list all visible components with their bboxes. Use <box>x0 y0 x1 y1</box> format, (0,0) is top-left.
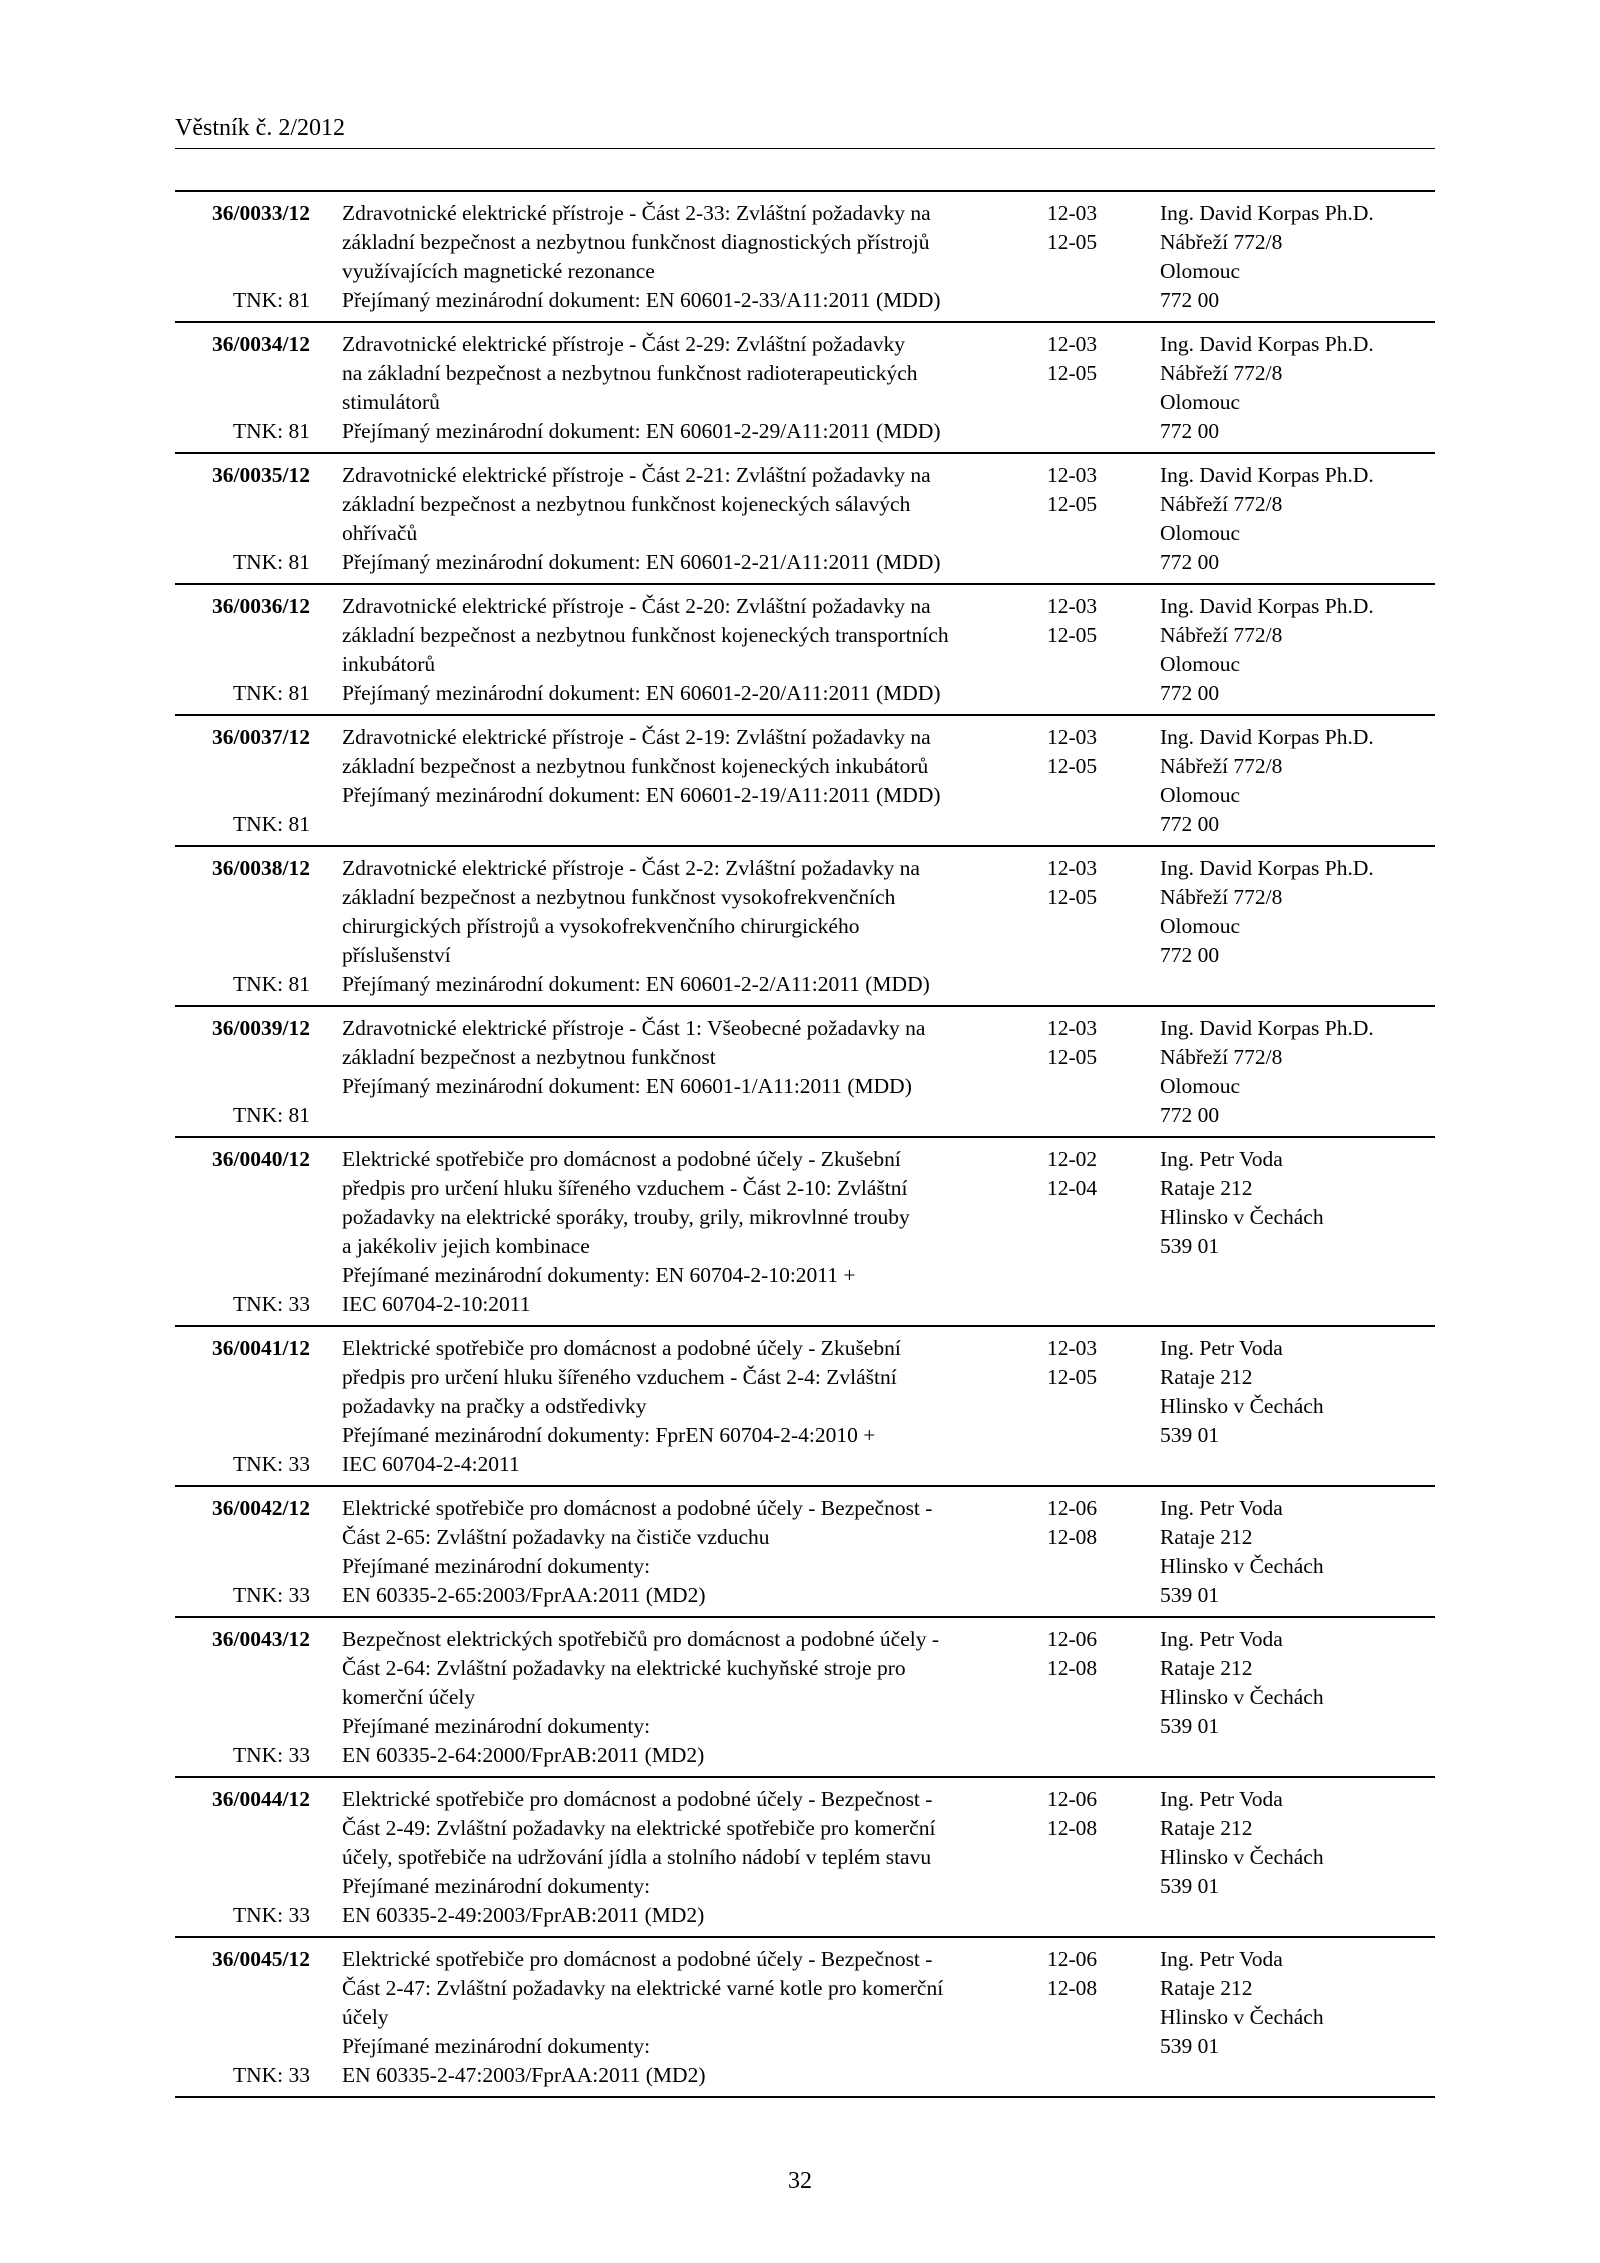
date-value: 12-08 <box>1047 1656 1098 1680</box>
contact-line: Rataje 212 <box>1160 1976 1253 2000</box>
contact-line: Olomouc <box>1160 914 1241 938</box>
contact-cell <box>1147 1945 1435 2090</box>
contact-line: Hlinsko v Čechách <box>1160 1394 1324 1418</box>
contact-line: 539 01 <box>1160 1714 1220 1738</box>
standard-title-cell <box>322 592 1034 708</box>
date-value: 12-05 <box>1047 885 1098 909</box>
contact-cell <box>1147 199 1435 315</box>
title-line: požadavky na pračky a odstředivky <box>342 1394 647 1418</box>
date-value: 12-03 <box>1047 594 1098 618</box>
standard-title-cell <box>322 1625 1034 1770</box>
dates-cell <box>1034 854 1147 999</box>
title-line: komerční účely <box>342 1685 476 1709</box>
contact-line: 772 00 <box>1160 419 1220 443</box>
title-line: Část 2-65: Zvláštní požadavky na čističe vzduchu <box>342 1525 770 1549</box>
contact-line: Hlinsko v Čechách <box>1160 1845 1324 1869</box>
title-line: základní bezpečnost a nezbytnou funkčnost vysokofrekvenčních <box>342 885 896 909</box>
date-value: 12-05 <box>1047 492 1098 516</box>
tnk-label: TNK: 81 <box>232 419 310 443</box>
title-line: základní bezpečnost a nezbytnou funkčnost kojeneckých inkubátorů <box>342 754 929 778</box>
tnk-label: TNK: 81 <box>232 972 310 996</box>
contact-line: Ing. Petr Voda <box>1160 1147 1283 1171</box>
page-number: 32 <box>788 2168 812 2194</box>
tnk-label: TNK: 81 <box>232 812 310 836</box>
contact-cell <box>1147 1625 1435 1770</box>
title-line: na základní bezpečnost a nezbytnou funkčnost radioterapeutických <box>342 361 918 385</box>
title-line: Přejímané mezinárodní dokumenty: <box>342 2034 651 2058</box>
date-value: 12-03 <box>1047 856 1098 880</box>
date-value: 12-08 <box>1047 1816 1098 1840</box>
contact-line: Nábřeží 772/8 <box>1160 754 1283 778</box>
tnk-label: TNK: 33 <box>232 1903 310 1927</box>
title-line: základní bezpečnost a nezbytnou funkčnost diagnostických přístrojů <box>342 230 930 254</box>
standard-title-cell <box>322 1494 1034 1610</box>
row-id-cell <box>175 1625 310 1770</box>
dates-cell <box>1034 330 1147 446</box>
contact-line: Hlinsko v Čechách <box>1160 1554 1324 1578</box>
title-line: Přejímaný mezinárodní dokument: EN 60601-2-2/A11:2011 (MDD) <box>342 972 930 996</box>
standard-number: 36/0033/12 <box>212 201 310 225</box>
contact-line: Ing. Petr Voda <box>1160 1627 1283 1651</box>
title-line: příslušenství <box>342 943 451 967</box>
title-line: základní bezpečnost a nezbytnou funkčnost <box>342 1045 716 1069</box>
standard-title-cell <box>322 1014 1034 1130</box>
title-line: Přejímaný mezinárodní dokument: EN 60601-2-21/A11:2011 (MDD) <box>342 550 941 574</box>
contact-line: Olomouc <box>1160 521 1241 545</box>
dates-cell <box>1034 1785 1147 1930</box>
contact-line: Ing. Petr Voda <box>1160 1947 1283 1971</box>
title-line: Část 2-47: Zvláštní požadavky na elektrické varné kotle pro komerční <box>342 1976 944 2000</box>
dates-cell <box>1034 1494 1147 1610</box>
contact-line: Nábřeží 772/8 <box>1160 361 1283 385</box>
table-row <box>175 1007 1435 1138</box>
title-line: inkubátorů <box>342 652 436 676</box>
contact-cell <box>1147 1014 1435 1130</box>
title-line: Přejímané mezinárodní dokumenty: EN 60704-2-10:2011 + <box>342 1263 856 1287</box>
contact-line: Olomouc <box>1160 652 1241 676</box>
table-row <box>175 323 1435 454</box>
title-line: požadavky na elektrické sporáky, trouby, grily, mikrovlnné trouby <box>342 1205 910 1229</box>
row-id-cell <box>175 1945 310 2090</box>
contact-line: Nábřeží 772/8 <box>1160 230 1283 254</box>
title-line: Přejímaný mezinárodní dokument: EN 60601-1/A11:2011 (MDD) <box>342 1074 912 1098</box>
journal-header <box>175 114 1435 149</box>
standard-number: 36/0037/12 <box>212 725 310 749</box>
date-value: 12-03 <box>1047 463 1098 487</box>
contact-line: Nábřeží 772/8 <box>1160 492 1283 516</box>
row-id-cell <box>175 1145 310 1319</box>
date-value: 12-03 <box>1047 201 1098 225</box>
tnk-label: TNK: 81 <box>232 288 310 312</box>
contact-line: Hlinsko v Čechách <box>1160 1205 1324 1229</box>
contact-cell <box>1147 1785 1435 1930</box>
tnk-label: TNK: 81 <box>232 1103 310 1127</box>
contact-cell <box>1147 1334 1435 1479</box>
title-line: Zdravotnické elektrické přístroje - Část 2-20: Zvláštní požadavky na <box>342 594 931 618</box>
title-line: Přejímané mezinárodní dokumenty: <box>342 1714 651 1738</box>
title-line: Zdravotnické elektrické přístroje - Část 2-19: Zvláštní požadavky na <box>342 725 931 749</box>
title-line: Přejímané mezinárodní dokumenty: <box>342 1874 651 1898</box>
title-line: EN 60335-2-49:2003/FprAB:2011 (MD2) <box>342 1903 705 1927</box>
table-row <box>175 585 1435 716</box>
date-value: 12-06 <box>1047 1787 1098 1811</box>
title-line: Bezpečnost elektrických spotřebičů pro domácnost a podobné účely - <box>342 1627 940 1651</box>
date-value: 12-03 <box>1047 725 1098 749</box>
title-line: předpis pro určení hluku šířeného vzduchem - Část 2-10: Zvláštní <box>342 1176 908 1200</box>
title-line: EN 60335-2-64:2000/FprAB:2011 (MD2) <box>342 1743 705 1767</box>
contact-line: Ing. Petr Voda <box>1160 1787 1283 1811</box>
title-line: EN 60335-2-47:2003/FprAA:2011 (MD2) <box>342 2063 706 2087</box>
contact-line: 539 01 <box>1160 1234 1220 1258</box>
dates-cell <box>1034 461 1147 577</box>
title-line: Elektrické spotřebiče pro domácnost a podobné účely - Zkušební <box>342 1336 901 1360</box>
contact-line: Rataje 212 <box>1160 1816 1253 1840</box>
date-value: 12-03 <box>1047 1336 1098 1360</box>
contact-line: 539 01 <box>1160 1583 1220 1607</box>
row-id-cell <box>175 1014 310 1130</box>
title-line: Zdravotnické elektrické přístroje - Část 2-29: Zvláštní požadavky <box>342 332 905 356</box>
contact-cell <box>1147 592 1435 708</box>
dates-cell <box>1034 199 1147 315</box>
standard-number: 36/0040/12 <box>212 1147 310 1171</box>
contact-cell <box>1147 1494 1435 1610</box>
date-value: 12-05 <box>1047 361 1098 385</box>
table-row <box>175 1327 1435 1487</box>
contact-line: 772 00 <box>1160 681 1220 705</box>
row-id-cell <box>175 592 310 708</box>
contact-line: Olomouc <box>1160 390 1241 414</box>
standard-title-cell <box>322 330 1034 446</box>
contact-line: 772 00 <box>1160 812 1220 836</box>
contact-line: Olomouc <box>1160 259 1241 283</box>
standard-title-cell <box>322 723 1034 839</box>
table-row <box>175 1487 1435 1618</box>
journal-title: Věstník č. 2/2012 <box>175 115 345 141</box>
title-line: předpis pro určení hluku šířeného vzduchem - Část 2-4: Zvláštní <box>342 1365 897 1389</box>
contact-line: 539 01 <box>1160 1423 1220 1447</box>
table-row <box>175 1938 1435 2098</box>
title-line: Přejímané mezinárodní dokumenty: FprEN 60704-2-4:2010 + <box>342 1423 876 1447</box>
title-line: Část 2-64: Zvláštní požadavky na elektrické kuchyňské stroje pro <box>342 1656 906 1680</box>
tnk-label: TNK: 81 <box>232 550 310 574</box>
date-value: 12-08 <box>1047 1525 1098 1549</box>
contact-line: Ing. David Korpas Ph.D. <box>1160 332 1374 356</box>
standard-number: 36/0042/12 <box>212 1496 310 1520</box>
title-line: Přejímané mezinárodní dokumenty: <box>342 1554 651 1578</box>
date-value: 12-05 <box>1047 754 1098 778</box>
title-line: využívajících magnetické rezonance <box>342 259 655 283</box>
contact-line: 539 01 <box>1160 1874 1220 1898</box>
dates-cell <box>1034 1334 1147 1479</box>
standard-number: 36/0035/12 <box>212 463 310 487</box>
title-line: IEC 60704-2-10:2011 <box>342 1292 531 1316</box>
contact-line: Ing. Petr Voda <box>1160 1336 1283 1360</box>
tnk-label: TNK: 33 <box>232 1743 310 1767</box>
standard-number: 36/0038/12 <box>212 856 310 880</box>
contact-line: Ing. David Korpas Ph.D. <box>1160 594 1374 618</box>
contact-line: Nábřeží 772/8 <box>1160 1045 1283 1069</box>
contact-line: Rataje 212 <box>1160 1525 1253 1549</box>
title-line: stimulátorů <box>342 390 440 414</box>
contact-line: Ing. David Korpas Ph.D. <box>1160 1016 1374 1040</box>
standard-title-cell <box>322 1785 1034 1930</box>
dates-cell <box>1034 1014 1147 1130</box>
standard-number: 36/0045/12 <box>212 1947 310 1971</box>
table-row <box>175 1778 1435 1938</box>
date-value: 12-08 <box>1047 1976 1098 2000</box>
title-line: základní bezpečnost a nezbytnou funkčnost kojeneckých sálavých <box>342 492 911 516</box>
contact-line: Nábřeží 772/8 <box>1160 885 1283 909</box>
standard-number: 36/0036/12 <box>212 594 310 618</box>
standard-title-cell <box>322 854 1034 999</box>
row-id-cell <box>175 1494 310 1610</box>
date-value: 12-05 <box>1047 230 1098 254</box>
title-line: Zdravotnické elektrické přístroje - Část 2-21: Zvláštní požadavky na <box>342 463 931 487</box>
contact-line: Hlinsko v Čechách <box>1160 1685 1324 1709</box>
title-line: Přejímaný mezinárodní dokument: EN 60601-2-20/A11:2011 (MDD) <box>342 681 941 705</box>
table-row <box>175 1618 1435 1778</box>
dates-cell <box>1034 1625 1147 1770</box>
contact-line: Ing. David Korpas Ph.D. <box>1160 856 1374 880</box>
table-row <box>175 847 1435 1007</box>
title-line: účely <box>342 2005 389 2029</box>
tnk-label: TNK: 33 <box>232 1583 310 1607</box>
tnk-label: TNK: 33 <box>232 2063 310 2087</box>
contact-line: Olomouc <box>1160 1074 1241 1098</box>
contact-line: 539 01 <box>1160 2034 1220 2058</box>
date-value: 12-06 <box>1047 1947 1098 1971</box>
contact-line: Ing. David Korpas Ph.D. <box>1160 201 1374 225</box>
tnk-label: TNK: 33 <box>232 1452 310 1476</box>
title-line: ohřívačů <box>342 521 418 545</box>
contact-cell <box>1147 723 1435 839</box>
dates-cell <box>1034 1145 1147 1319</box>
title-line: Elektrické spotřebiče pro domácnost a podobné účely - Bezpečnost - <box>342 1496 933 1520</box>
date-value: 12-06 <box>1047 1627 1098 1651</box>
row-id-cell <box>175 1334 310 1479</box>
date-value: 12-04 <box>1047 1176 1098 1200</box>
contact-line: Ing. Petr Voda <box>1160 1496 1283 1520</box>
contact-line: 772 00 <box>1160 1103 1220 1127</box>
standard-number: 36/0034/12 <box>212 332 310 356</box>
row-id-cell <box>175 461 310 577</box>
tnk-label: TNK: 33 <box>232 1292 310 1316</box>
date-value: 12-05 <box>1047 1045 1098 1069</box>
title-line: Elektrické spotřebiče pro domácnost a podobné účely - Zkušební <box>342 1147 901 1171</box>
standard-title-cell <box>322 1145 1034 1319</box>
title-line: chirurgických přístrojů a vysokofrekvenčního chirurgického <box>342 914 860 938</box>
table-row <box>175 454 1435 585</box>
row-id-cell <box>175 330 310 446</box>
title-line: účely, spotřebiče na udržování jídla a stolního nádobí v teplém stavu <box>342 1845 932 1869</box>
contact-cell <box>1147 461 1435 577</box>
date-value: 12-05 <box>1047 623 1098 647</box>
contact-line: Hlinsko v Čechách <box>1160 2005 1324 2029</box>
title-line: IEC 60704-2-4:2011 <box>342 1452 520 1476</box>
title-line: Přejímaný mezinárodní dokument: EN 60601-2-19/A11:2011 (MDD) <box>342 783 941 807</box>
contact-line: 772 00 <box>1160 943 1220 967</box>
row-id-cell <box>175 1785 310 1930</box>
standards-table <box>175 190 1435 2098</box>
standard-number: 36/0044/12 <box>212 1787 310 1811</box>
contact-line: 772 00 <box>1160 288 1220 312</box>
date-value: 12-02 <box>1047 1147 1098 1171</box>
contact-line: Rataje 212 <box>1160 1656 1253 1680</box>
contact-cell <box>1147 1145 1435 1319</box>
title-line <box>342 810 1034 839</box>
contact-cell <box>1147 330 1435 446</box>
contact-cell <box>1147 854 1435 999</box>
row-id-cell <box>175 199 310 315</box>
contact-line: Rataje 212 <box>1160 1365 1253 1389</box>
title-line: základní bezpečnost a nezbytnou funkčnost kojeneckých transportních <box>342 623 949 647</box>
contact-line: Ing. David Korpas Ph.D. <box>1160 463 1374 487</box>
title-line: Přejímaný mezinárodní dokument: EN 60601-2-33/A11:2011 (MDD) <box>342 288 941 312</box>
table-row <box>175 716 1435 847</box>
title-line: EN 60335-2-65:2003/FprAA:2011 (MD2) <box>342 1583 706 1607</box>
title-line: Elektrické spotřebiče pro domácnost a podobné účely - Bezpečnost - <box>342 1787 933 1811</box>
standard-number: 36/0041/12 <box>212 1336 310 1360</box>
date-value: 12-03 <box>1047 1016 1098 1040</box>
dates-cell <box>1034 723 1147 839</box>
standard-title-cell <box>322 461 1034 577</box>
dates-cell <box>1034 1945 1147 2090</box>
standard-title-cell <box>322 1334 1034 1479</box>
title-line: Zdravotnické elektrické přístroje - Část 2-33: Zvláštní požadavky na <box>342 201 931 225</box>
standard-title-cell <box>322 199 1034 315</box>
title-line: Zdravotnické elektrické přístroje - Část 1: Všeobecné požadavky na <box>342 1016 926 1040</box>
date-value: 12-06 <box>1047 1496 1098 1520</box>
date-value: 12-03 <box>1047 332 1098 356</box>
standard-title-cell <box>322 1945 1034 2090</box>
title-line <box>342 1101 1034 1130</box>
title-line: a jakékoliv jejich kombinace <box>342 1234 590 1258</box>
title-line: Přejímaný mezinárodní dokument: EN 60601-2-29/A11:2011 (MDD) <box>342 419 941 443</box>
contact-line: Nábřeží 772/8 <box>1160 623 1283 647</box>
row-id-cell <box>175 854 310 999</box>
table-row <box>175 1138 1435 1327</box>
title-line: Zdravotnické elektrické přístroje - Část 2-2: Zvláštní požadavky na <box>342 856 920 880</box>
standard-number: 36/0043/12 <box>212 1627 310 1651</box>
date-value: 12-05 <box>1047 1365 1098 1389</box>
contact-line: Olomouc <box>1160 783 1241 807</box>
title-line: Elektrické spotřebiče pro domácnost a podobné účely - Bezpečnost - <box>342 1947 933 1971</box>
contact-line: Ing. David Korpas Ph.D. <box>1160 725 1374 749</box>
row-id-cell <box>175 723 310 839</box>
tnk-label: TNK: 81 <box>232 681 310 705</box>
table-row <box>175 192 1435 323</box>
contact-line: Rataje 212 <box>1160 1176 1253 1200</box>
title-line: Část 2-49: Zvláštní požadavky na elektrické spotřebiče pro komerční <box>342 1816 936 1840</box>
contact-line: 772 00 <box>1160 550 1220 574</box>
standard-number: 36/0039/12 <box>212 1016 310 1040</box>
dates-cell <box>1034 592 1147 708</box>
